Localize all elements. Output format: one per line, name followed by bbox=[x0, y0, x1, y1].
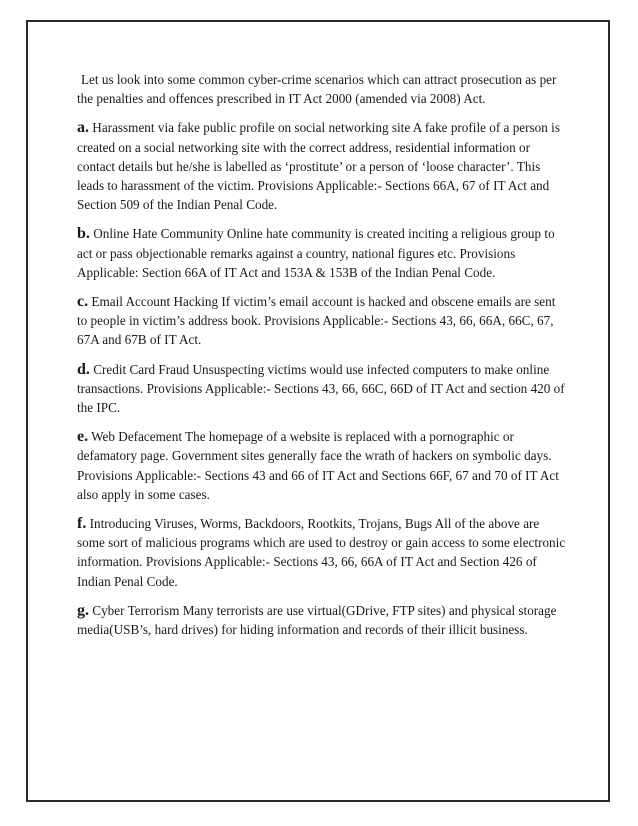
scenario-letter: b. bbox=[77, 225, 90, 243]
scenario-letter: d. bbox=[77, 360, 90, 378]
scenario-b bbox=[77, 224, 567, 282]
scenario-letter: f. bbox=[77, 515, 87, 533]
scenario-letter: g. bbox=[77, 601, 89, 619]
scenario-text: Cyber Terrorism Many terrorists are use virtual(GDrive, FTP sites) and physical storage media(USB’s, hard drives) for hiding information and records of their illicit business. bbox=[77, 602, 557, 638]
scenario-text: Online Hate Community Online hate community is created inciting a religious group to act or pass objectionable remarks against a country, national figures etc. Provisions Applicable: Section 66A of IT Act and 153A & 153B of the Indian Penal Code. bbox=[77, 226, 555, 280]
scenario-text: Harassment via fake public profile on social networking site A fake profile of a person is created on a social networking site with the correct address, residential information or contact details but he/she is labelled as ‘prostitute’ or a person of ‘loose character’. This leads to harassment of the victim. Provisions Applicable:- Sections 66A, 67 of IT Act and Section 509 of the Indian Penal Code. bbox=[77, 120, 560, 213]
scenario-text: Introducing Viruses, Worms, Backdoors, Rootkits, Trojans, Bugs All of the above are some sort of malicious programs which are used to destroy or gain access to some electronic information. Provisions Applicable:- Sections 43, 66, 66A of IT Act and Section 426 of Indian Penal Code. bbox=[77, 516, 566, 589]
scenario-f bbox=[77, 514, 567, 591]
scenario-text: Web Defacement The homepage of a website is replaced with a pornographic or defamatory page. Government sites generally face the wrath of hackers on symbolic days. Provisions Applicable:- Sections 43 and 66 of IT Act and Sections 66F, 67 and 70 of IT Act also apply in some cases. bbox=[77, 429, 559, 502]
scenario-text: Credit Card Fraud Unsuspecting victims would use infected computers to make online transactions. Provisions Applicable:- Sections 43, 66, 66C, 66D of IT Act and section 420 of the IPC. bbox=[77, 361, 565, 416]
scenario-text: Email Account Hacking If victim’s email account is hacked and obscene emails are sent to people in victim’s address book. Provisions Applicable:- Sections 43, 66, 66A, 66C, 67, 67A and 67B of IT Act. bbox=[77, 294, 556, 348]
scenario-g bbox=[77, 601, 567, 639]
scenario-c bbox=[77, 292, 567, 350]
scenario-letter: a. bbox=[77, 119, 89, 137]
intro-paragraph: Let us look into some common cyber-crime scenarios which can attract prosecution as per the penalties and offences prescribed in IT Act 2000 (amended via 2008) Act. bbox=[77, 72, 557, 107]
document-body bbox=[77, 70, 567, 649]
scenario-letter: e. bbox=[77, 428, 89, 446]
scenario-d bbox=[77, 360, 567, 418]
scenario-letter: c. bbox=[77, 293, 89, 311]
scenario-a bbox=[77, 118, 567, 214]
scenario-e bbox=[77, 427, 567, 504]
